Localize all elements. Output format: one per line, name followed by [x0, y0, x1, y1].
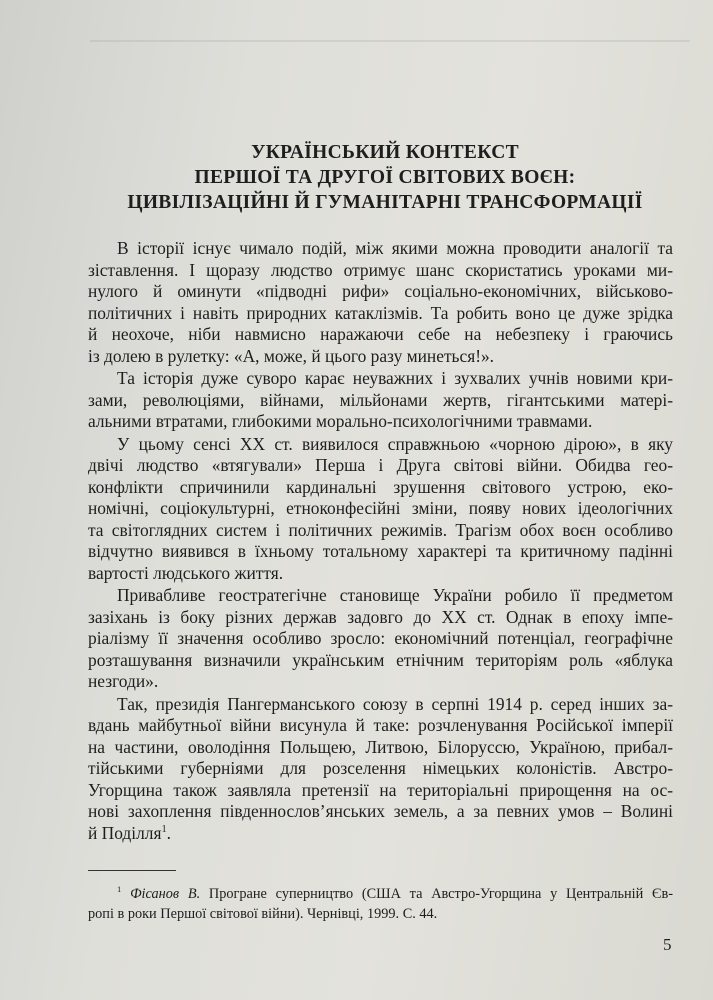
text-line: вдань майбутньої війни висунула й таке: розчленування Російської імперії	[88, 715, 673, 735]
text-line: В історії існує чимало подій, між якими можна проводити аналогії та	[117, 238, 673, 258]
chapter-title	[120, 140, 650, 215]
paragraph	[88, 694, 673, 845]
text-line: й Поділля$^1$.	[88, 822, 172, 843]
text-line: нулого й оминути «підводні рифи» соціально-економічних, військово-	[88, 281, 673, 301]
text-line: ріалізму її значення особливо зросло: економічний потенціал, географічне	[88, 628, 673, 648]
text-line: альними втратами, глибокими морально-психологічними травмами.	[88, 411, 593, 431]
text-line: Привабливе геостратегічне становище України робило її предметом	[117, 585, 673, 605]
paragraph	[88, 238, 673, 367]
paragraph	[88, 434, 673, 585]
footnote-author: Фісанов В.	[130, 886, 201, 902]
text-line: У цьому сенсі ХХ ст. виявилося справжньою «чорною дірою», в яку	[117, 433, 673, 454]
text-line: Угорщина також заявляла претензії на територіальні прирощення на ос-	[88, 779, 673, 800]
text-line: тійськими губерніями для розселення німецьких колоністів. Австро-	[88, 758, 673, 778]
title-line: ЦИВІЛІЗАЦІЙНІ Й ГУМАНІТАРНІ ТРАНСФОРМАЦІЇ	[127, 192, 643, 213]
body-text	[88, 238, 673, 845]
text-line: Та історія дуже суворо карає неуважних і зухвалих учнів новими кри-	[117, 368, 673, 388]
text-line: й неохоче, ніби навмисно наражаючи себе на небезпеку і граючись	[88, 324, 673, 344]
text-line: Так, президія Пангерманського союзу в серпні 1914 р. серед інших за-	[117, 693, 673, 714]
paragraph	[88, 368, 673, 433]
text-line: зами, революціями, війнами, мільйонами жертв, гігантськими матері-	[88, 389, 673, 410]
title-line: УКРАЇНСЬКИЙ КОНТЕКСТ	[251, 142, 519, 163]
paragraph	[88, 585, 673, 693]
bleed-through	[90, 40, 690, 42]
text-line: конфлікти спричинили кардинальні зрушення світового устрою, еко-	[88, 476, 673, 497]
footnote-reference[interactable]: 1	[161, 823, 167, 835]
text-line: вартості людського життя.	[88, 562, 284, 583]
text-line: зазіхань із боку різних держав задовго до ХХ ст. Однак в епоху імпе-	[88, 606, 673, 627]
footnote	[88, 884, 673, 924]
footnote-rule	[88, 870, 176, 871]
footnote-line: ропі в роки Першої світової війни). Чернівці, 1999. С. 44.	[88, 906, 438, 922]
text-line: зіставлення. І щоразу людство отримує шанс скористатись уроками ми-	[88, 259, 673, 280]
text-line: відчутно виявився в їхньому тотальному характері та критичному падінні	[88, 541, 673, 561]
text-line: двічі людство «втягували» Перша і Друга світові війни. Обидва гео-	[88, 455, 673, 475]
text-line: номічні, соціокультурні, етноконфесійні зміни, появу нових ідеологічних	[88, 498, 673, 518]
title-line: ПЕРШОЇ ТА ДРУГОЇ СВІТОВИХ ВОЄН:	[194, 167, 576, 188]
page-number: 5	[663, 935, 672, 954]
text-line: із долею в рулетку: «А, може, й цього разу минеться!».	[88, 345, 495, 366]
text-line: нові захоплення південнослов’янських земель, а за певних умов – Волині	[88, 801, 673, 821]
text-line: та світоглядних систем і політичних режимів. Трагізм обох воєн особливо	[88, 519, 673, 540]
text-line: на частини, оволодіння Польщею, Литвою, Білоруссю, Україною, прибал-	[88, 736, 673, 757]
footnote-line: $^1$ Фісанов В. Програне суперництво (США та Австро-Угорщина у Центральній Єв-	[117, 884, 673, 902]
text-line: незгоди».	[88, 671, 159, 691]
text-line: розташування визначили українським етнічним територіям роль «яблука	[88, 649, 673, 670]
text-line: політичних і навіть природних катаклізмів. Та робить воно це дуже зрідка	[88, 302, 673, 323]
